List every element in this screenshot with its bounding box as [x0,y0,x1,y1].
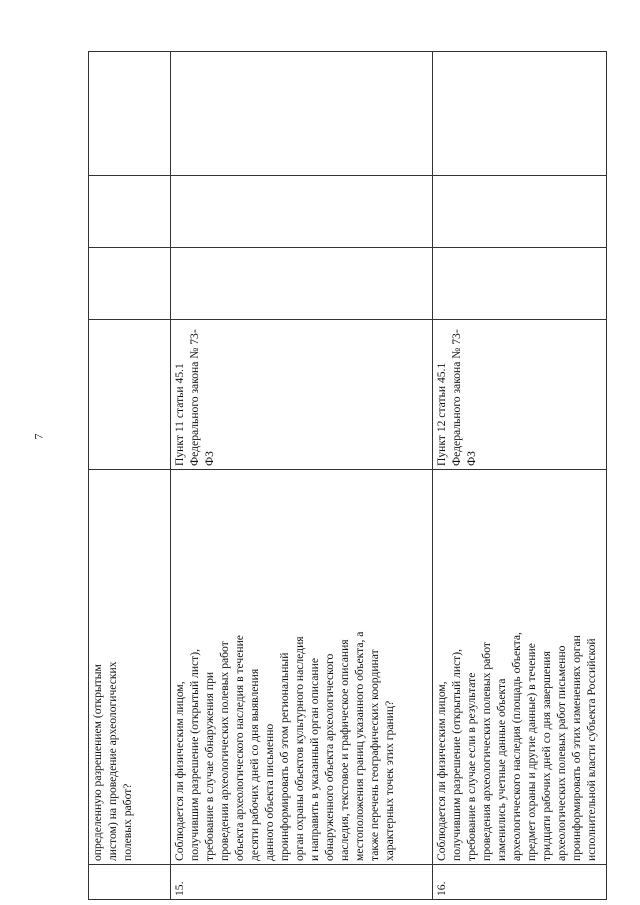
question-line: тридцати рабочих дней со дня завершения [540,651,553,861]
question-line: данного объекта письменно [263,723,276,861]
note-cell [171,52,433,176]
question-line: характерных точек этих границ? [383,700,396,861]
answer-no-cell [171,176,433,248]
answer-no-cell [89,176,171,248]
table-row [171,52,433,900]
question-line: десяти рабочих дней со дня выявления [248,668,261,861]
reference-line: Пункт 12 статьи 45.1 [435,362,448,466]
question-line: наследия, текстовое и графическое описания [338,639,351,861]
row-number: 15. [171,865,433,900]
question-line: листом) на проведение археологических [106,661,119,861]
page-number: 7 [31,433,46,440]
question-cell [433,470,607,865]
answer-no-cell [433,176,607,248]
answer-yes-cell [433,248,607,320]
question-cell [171,470,433,865]
answer-yes-cell [89,248,171,320]
question-line: археологических полевых работ письменно [555,645,568,861]
row-number: 16. [433,865,607,900]
reference-cell [171,320,433,470]
question-line: проведении археологических полевых работ [218,641,231,861]
question-line: получившим разрешение (открытый лист), [450,648,463,861]
reference-line: Пункт 11 статьи 45.1 [173,363,186,466]
question-line: исполнительной власти субъекта Российской [585,638,598,861]
question-line: местоположения границ указанного объекта, а [353,631,366,861]
question-line: археологического наследия (площадь объекта, [510,632,523,861]
table-row [89,52,171,900]
question-line: и направить в указанный орган описание [308,658,321,861]
question-line: обнаруженного объекта археологического [323,653,336,861]
question-line: изменились учетные данные объекта [495,678,508,861]
reference-line: Федерального закона № 73-ФЗ [450,329,478,466]
answer-yes-cell [171,248,433,320]
question-line: Соблюдается ли физическим лицом, [435,681,448,861]
question-cell [89,470,171,865]
table-row [433,52,607,900]
question-line: полевых работ? [121,783,134,861]
note-cell [433,52,607,176]
question-line: проинформировать об этом региональный [278,652,291,861]
reference-cell [89,320,171,470]
table-rotated [88,52,606,900]
question-line: получившим разрешение (открытый лист), [188,648,201,861]
question-line: орган охраны объектов культурного наследия [293,636,306,861]
row-number [89,865,171,900]
question-line: требование в случае обнаружения при [203,671,216,861]
question-line: Соблюдается ли физическим лицом, [173,681,186,861]
question-line: требование в случае если в результате [465,672,478,861]
question-line: также перечень географических координат [368,649,381,861]
note-cell [89,52,171,176]
question-line: предмет охраны и другие данные) в течение [525,643,538,861]
question-line: проинформировать об этих изменениях орган [570,635,583,861]
question-line: определенную разрешением (открытым [91,664,104,861]
reference-line: Федерального закона № 73-ФЗ [188,329,216,466]
reference-cell [433,320,607,470]
checklist-table [88,51,607,900]
question-line: проведения археологических полевых работ [480,642,493,861]
question-line: объекта археологического наследия в течение [233,635,246,861]
